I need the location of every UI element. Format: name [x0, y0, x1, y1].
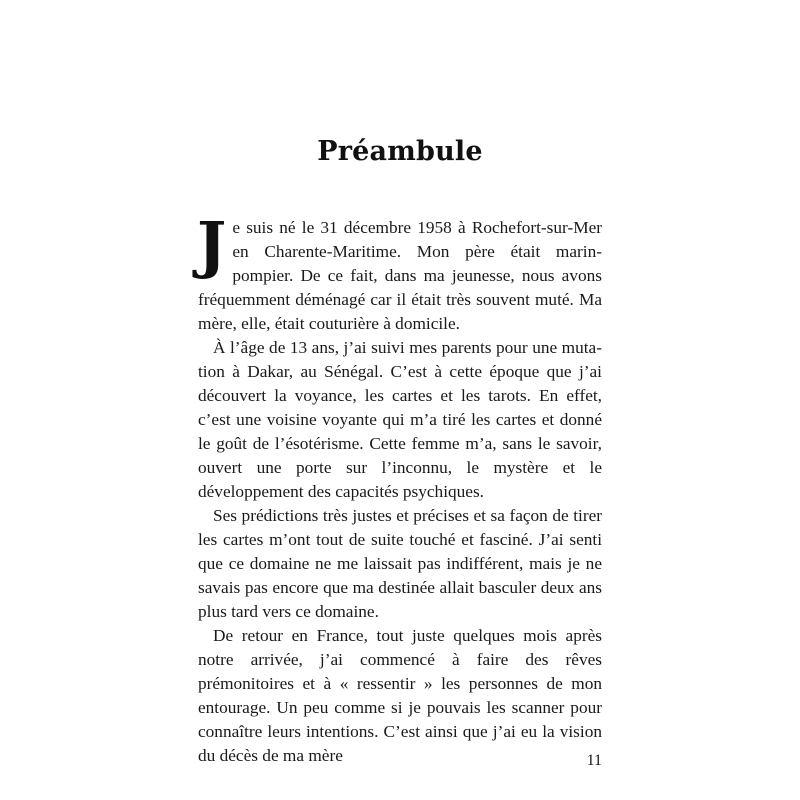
body-text: [197, 208, 602, 768]
drop-cap: J: [197, 208, 227, 281]
paragraph-2: À l’âge de 13 ans, j’ai suivi mes parents pour une mutation à Dakar, au Sénégal. C’est à cette époque que j’ai découvert la voyance, les cartes et les tarots. En effet, c’est une voisine voyante qui m’a tiré les cartes et donné le goût de l’ésotérisme. Cette femme m’a, sans le savoir, ouvert une porte sur l’inconnu, le mystère et le développement des capacités psychiques.: [198, 338, 602, 501]
chapter-title: Préambule: [317, 136, 483, 167]
page-number: 11: [586, 752, 602, 769]
paragraph-1: [197, 208, 602, 336]
paragraph-1-text: e suis né le 31 décembre 1958 à Rochefort-sur-Mer en Charente-Maritime. Mon père était marin-pompier. De ce fait, dans ma jeunesse, nous avons fréquemment déménagé car il était très souvent muté. Ma mère, elle, était couturière à domicile.: [198, 218, 602, 333]
paragraph-3: Ses prédictions très justes et précises et sa façon de tirer les cartes m’ont tout de suite touché et fasciné. J’ai senti que ce domaine ne me laissait pas indifférent, mais je ne savais pas encore que ma destinée allait basculer deux ans plus tard vers ce domaine.: [198, 506, 602, 621]
paragraph-4: De retour en France, tout juste quelques mois après notre arrivée, j’ai commencé à faire des rêves prémonitoires et à « ressentir » les personnes de mon entourage. Un peu comme si je pouvais les scanner pour connaître leurs intentions. C’est ainsi que j’ai eu la vision du décès de ma mère: [198, 626, 602, 765]
